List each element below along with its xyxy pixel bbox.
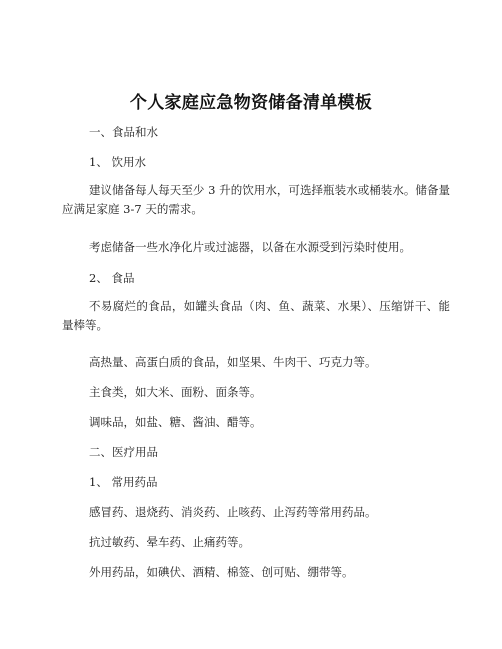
paragraph-high-calorie-food: 高热量、高蛋白质的食品，如坚果、牛肉干、巧克力等。 bbox=[89, 355, 377, 369]
paragraph-water-purification: 考虑储备一些水净化片或过滤器，以备在水源受到污染时使用。 bbox=[89, 240, 411, 254]
document-title: 个人家庭应急物资储备清单模板 bbox=[129, 93, 373, 113]
section-heading-food-water: 一、食品和水 bbox=[89, 125, 158, 139]
subsection-heading-food: 2、 食品 bbox=[89, 271, 135, 285]
paragraph-water-amount bbox=[62, 181, 450, 219]
paragraph-nonperishable-food-text: 不易腐烂的食品，如罐头食品（肉、鱼、蔬菜、水果）、压缩饼干、能量棒等。 bbox=[62, 299, 450, 332]
paragraph-condiments: 调味品，如盐、糖、酱油、醋等。 bbox=[89, 415, 262, 429]
paragraph-external-medicine: 外用药品，如碘伏、酒精、棉签、创可贴、绷带等。 bbox=[89, 565, 354, 579]
paragraph-water-amount-text: 建议储备每人每天至少 3 升的饮用水，可选择瓶装水或桶装水。储备量应满足家庭 3-7 天的需求。 bbox=[62, 183, 450, 216]
paragraph-common-medicine: 感冒药、退烧药、消炎药、止咳药、止泻药等常用药品。 bbox=[89, 505, 377, 519]
paragraph-antiallergy-medicine: 抗过敏药、晕车药、止痛药等。 bbox=[89, 535, 250, 549]
subsection-heading-drinking-water: 1、 饮用水 bbox=[89, 155, 146, 169]
section-heading-medical: 二、医疗用品 bbox=[89, 445, 158, 459]
paragraph-nonperishable-food bbox=[62, 297, 450, 335]
subsection-heading-common-medicine: 1、 常用药品 bbox=[89, 475, 158, 489]
paragraph-staple-food: 主食类，如大米、面粉、面条等。 bbox=[89, 385, 262, 399]
